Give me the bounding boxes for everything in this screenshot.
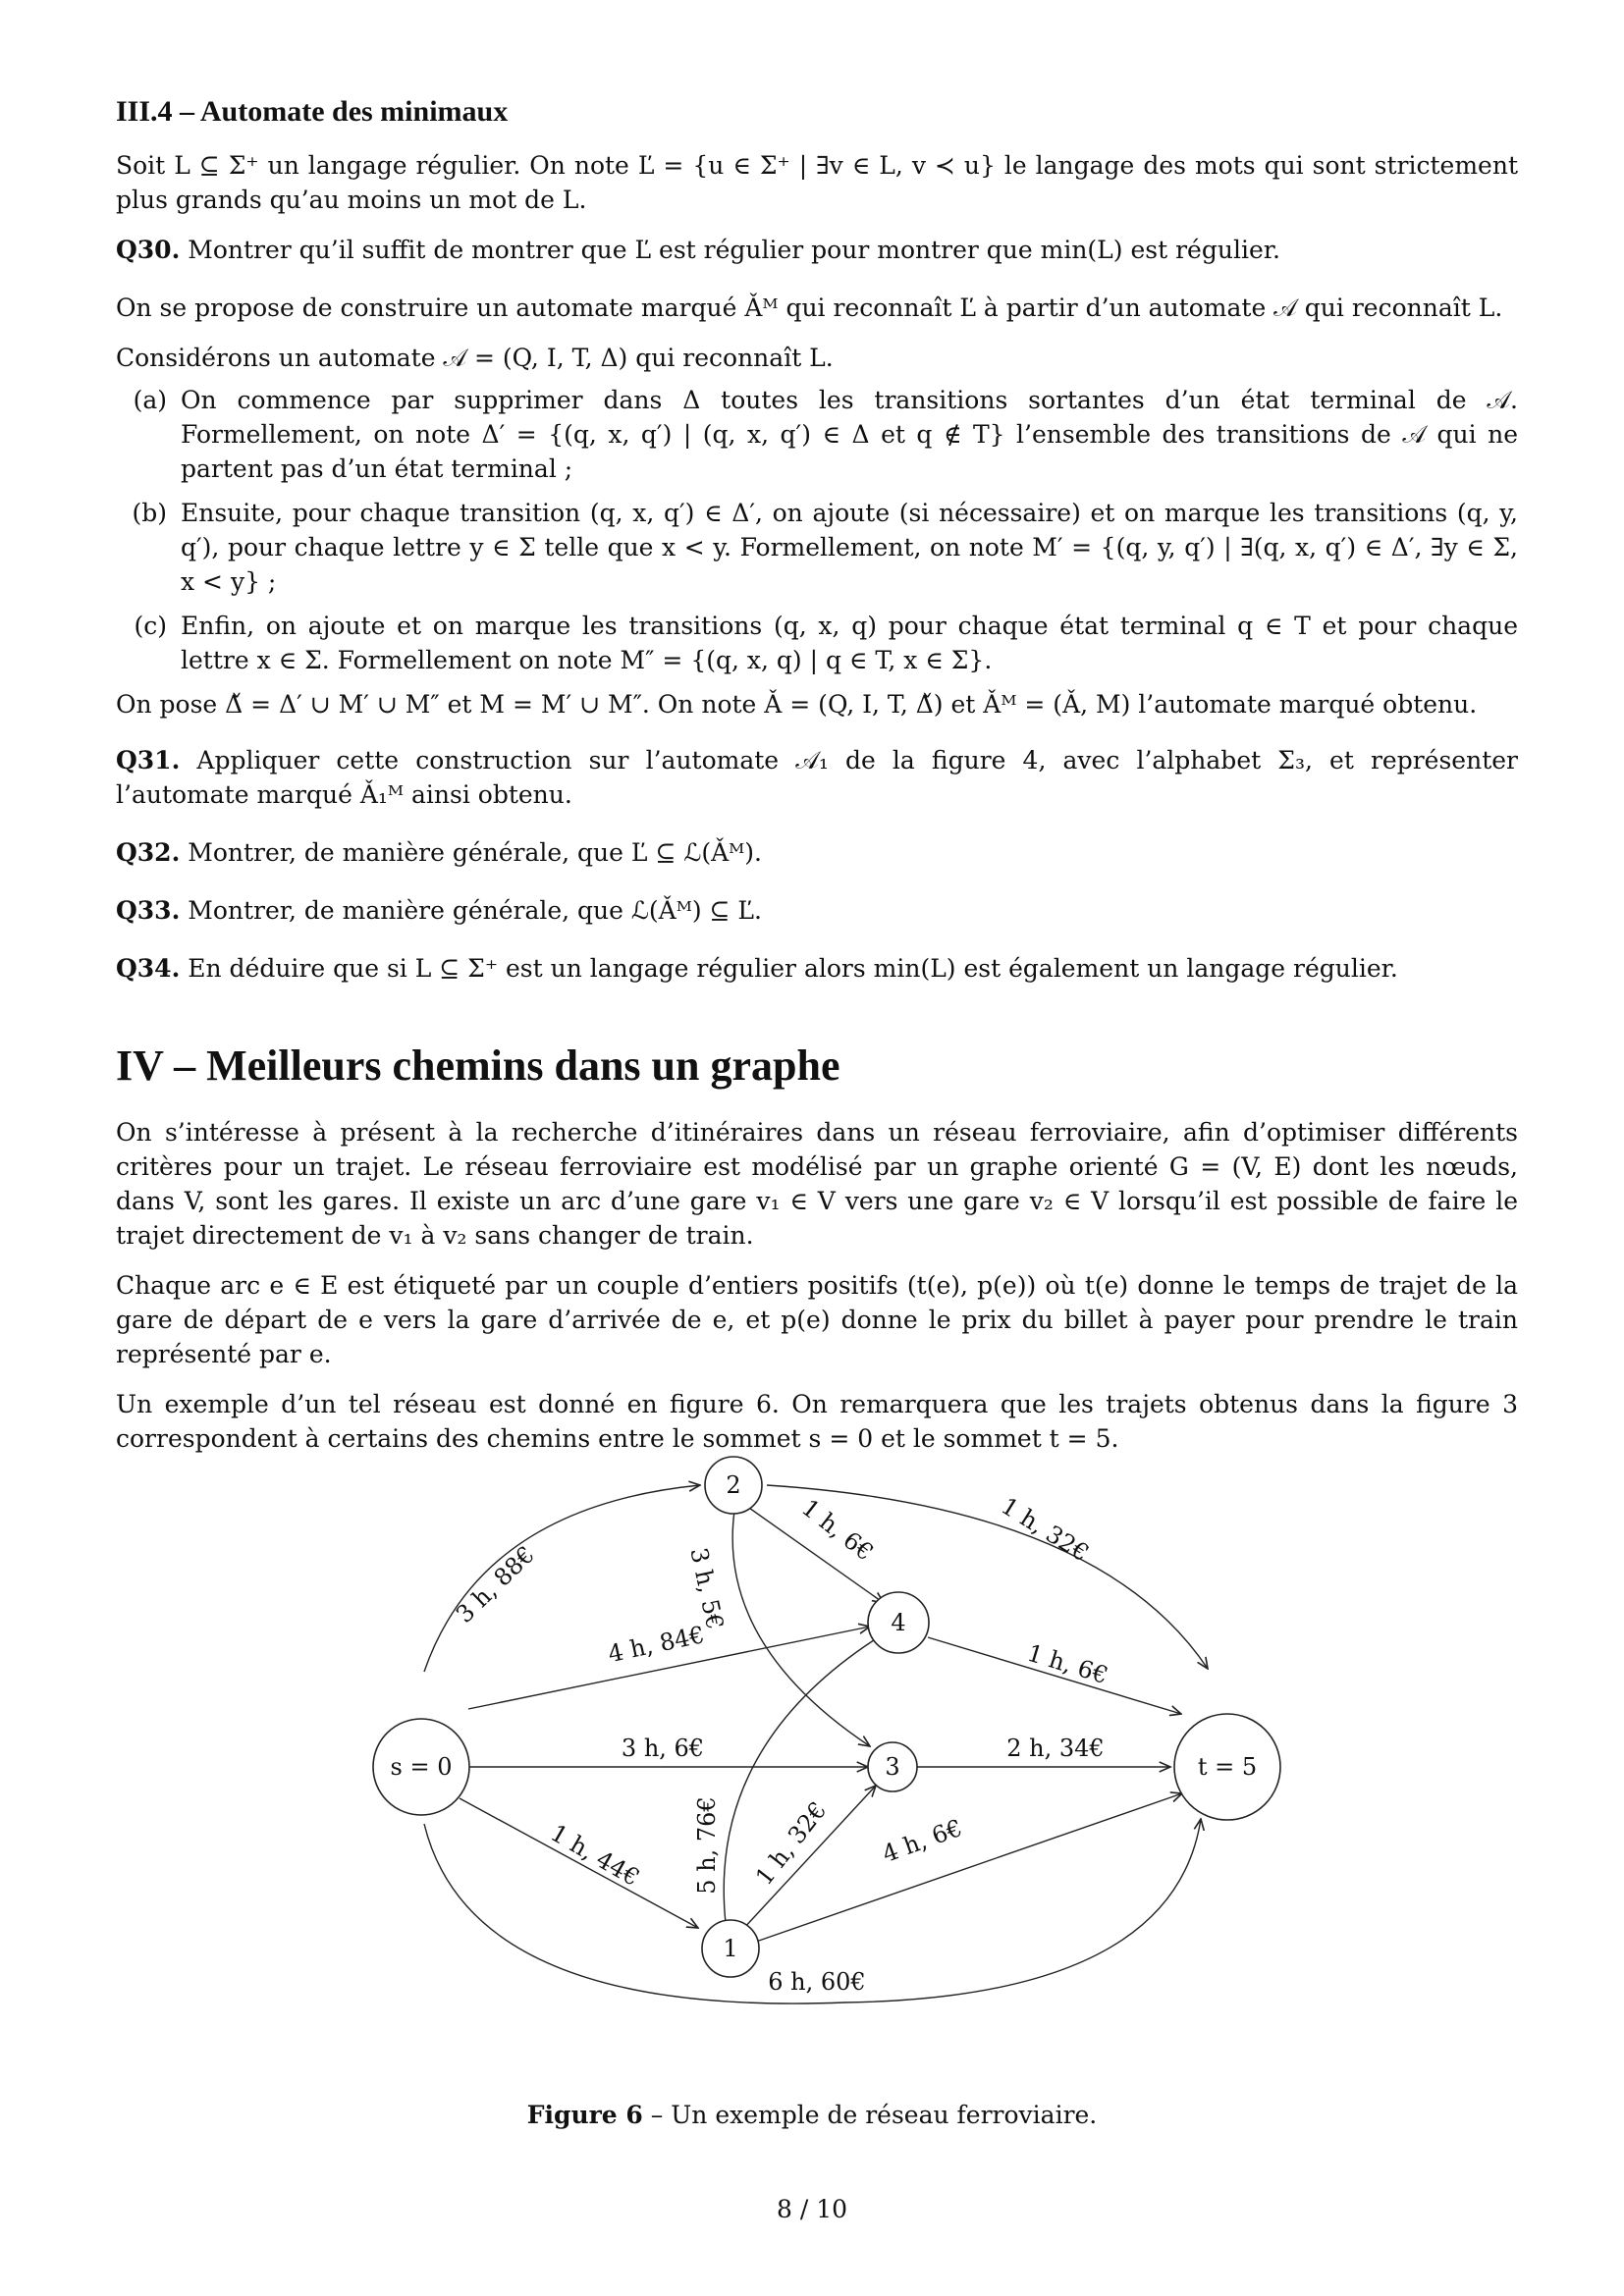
edge-label-1-3: 1 h, 32€: [750, 1796, 833, 1891]
question-label: Q34.: [116, 954, 181, 983]
section-title: IV – Meilleurs chemins dans un graphe: [116, 1041, 840, 1090]
item-text: On commence par supprimer dans Δ toutes les transitions sortantes d’un état terminal de 𝒜. Formellement, on note Δ′ = {(q, x, q′) | (q, x, q′) ∈ Δ et q ∉ T} l’ensemble des transitions de 𝒜 qui ne partent pas d’un état terminal ;: [181, 386, 1518, 483]
subsection-title: III.4 – Automate des minimaux: [116, 95, 509, 128]
question-label: Q33.: [116, 896, 181, 925]
edge-label-1-5: 4 h, 6€: [878, 1813, 966, 1869]
construction-paragraph: On se propose de construire un automate marqué Ǎᴹ qui reconnaît Ľ à partir d’un automate 𝒜 qui reconnaît L.: [116, 294, 1503, 322]
edge-label-0-1: 1 h, 44€: [545, 1819, 645, 1893]
page-body: [116, 94, 1518, 1471]
question-text: Montrer, de manière générale, que Ľ ⊆ ℒ(Ǎᴹ).: [188, 838, 762, 867]
question-q34: [116, 951, 1518, 986]
node-label: s = 0: [390, 1753, 453, 1781]
edge-label-3-5: 2 h, 34€: [1006, 1735, 1105, 1762]
list-item: [116, 609, 1518, 677]
edge-label-2-5: 1 h, 32€: [996, 1492, 1094, 1568]
node-label: 4: [891, 1609, 906, 1636]
example-paragraph: Un exemple d’un tel réseau est donné en figure 6. On remarquera que les trajets obtenus dans la figure 3 correspondent à certains des chemins entre le sommet s = 0 et le sommet t = 5.: [116, 1390, 1518, 1453]
node-label: 2: [726, 1471, 741, 1499]
edge-label-0-3: 3 h, 6€: [621, 1735, 705, 1762]
caption-label: Figure 6: [526, 2101, 643, 2129]
question-q32: [116, 835, 1518, 870]
edge-label-0-5: 6 h, 60€: [768, 1968, 866, 1996]
question-text: Appliquer cette construction sur l’automate 𝒜₁ de la figure 4, avec l’alphabet Σ₃, et représenter l’automate marqué Ǎ₁ᴹ ainsi obtenu.: [116, 746, 1518, 809]
edge-label-2-3: 3 h, 5€: [684, 1545, 730, 1632]
question-q33: [116, 893, 1518, 928]
item-text: Enfin, on ajoute et on marque les transitions (q, x, q) pour chaque état terminal q ∈ T et pour chaque lettre x ∈ Σ. Formellement on note M″ = {(q, x, q) | q ∈ T, x ∈ Σ}.: [181, 612, 1518, 674]
edge-label-0-2: 3 h, 88€: [450, 1540, 540, 1629]
item-text: Ensuite, pour chaque transition (q, x, q′) ∈ Δ′, on ajoute (si nécessaire) et on marque les transitions (q, y, q′), pour chaque lettre y ∈ Σ telle que x < y. Formellement, on note M′ = {(q, y, q′) | ∃(q, x, q′) ∈ Δ′, ∃y ∈ Σ, x < y} ;: [181, 499, 1518, 596]
question-text: Montrer, de manière générale, que ℒ(Ǎᴹ) ⊆ Ľ.: [188, 896, 762, 925]
node-label: 3: [885, 1753, 900, 1781]
labels-paragraph: Chaque arc e ∈ E est étiqueté par un couple d’entiers positifs (t(e), p(e)) où t(e) donne le temps de trajet de la gare de départ de e vers la gare d’arrivée de e, et p(e) donne le prix du billet à payer pour prendre le train représenté par e.: [116, 1271, 1518, 1368]
node-label: t = 5: [1197, 1753, 1258, 1781]
item-label: (a): [133, 386, 167, 414]
list-item: [116, 496, 1518, 599]
item-label: (c): [134, 612, 167, 640]
question-text: Montrer qu’il suffit de montrer que Ľ est régulier pour montrer que min(L) est régulier.: [188, 236, 1280, 264]
intro-paragraph: Soit L ⊆ Σ⁺ un langage régulier. On note Ľ = {u ∈ Σ⁺ | ∃v ∈ L, v ≺ u} le langage des mots qui sont strictement plus grands qu’au moins un mot de L.: [116, 151, 1518, 214]
question-label: Q31.: [116, 746, 181, 774]
figure-caption: [0, 2101, 1624, 2129]
list-item: [116, 383, 1518, 486]
node-label: 1: [723, 1935, 738, 1962]
question-label: Q30.: [116, 236, 181, 264]
edge-label-2-4: 1 h, 6€: [796, 1493, 879, 1567]
question-q31: [116, 743, 1518, 812]
question-q30: [116, 233, 1518, 267]
page-number: 8 / 10: [776, 2195, 848, 2223]
edge-label-0-4: 4 h, 84€: [605, 1621, 707, 1669]
automaton-paragraph: Considérons un automate 𝒜 = (Q, I, T, Δ) qui reconnaît L.: [116, 344, 834, 372]
railway-graph-figure: [334, 1448, 1296, 2037]
caption-text: – Un exemple de réseau ferroviaire.: [642, 2101, 1098, 2129]
edge-label-4-5: 1 h, 6€: [1024, 1638, 1111, 1690]
network-paragraph: On s’intéresse à présent à la recherche d’itinéraires dans un réseau ferroviaire, afin d’optimiser différents critères pour un trajet. Le réseau ferroviaire est modélisé par un graphe orienté G = (V, E) dont les nœuds, dans V, sont les gares. Il existe un arc d’une gare v₁ ∈ V vers une gare v₂ ∈ V lorsqu’il est possible de faire le trajet directement de v₁ à v₂ sans changer de train.: [116, 1118, 1518, 1250]
edge-1-4: [724, 1631, 888, 1923]
edge-0-1: [460, 1798, 698, 1928]
edge-label-1-4: 5 h, 76€: [693, 1796, 721, 1895]
question-text: En déduire que si L ⊆ Σ⁺ est un langage régulier alors min(L) est également un langage régulier.: [188, 954, 1398, 983]
question-label: Q32.: [116, 838, 181, 867]
item-label: (b): [132, 499, 167, 527]
definition-paragraph: On pose Δ̌ = Δ′ ∪ M′ ∪ M″ et M = M′ ∪ M″. On note Ǎ = (Q, I, T, Δ̌) et Ǎᴹ = (Ǎ, M) l’automate marqué obtenu.: [116, 690, 1478, 719]
